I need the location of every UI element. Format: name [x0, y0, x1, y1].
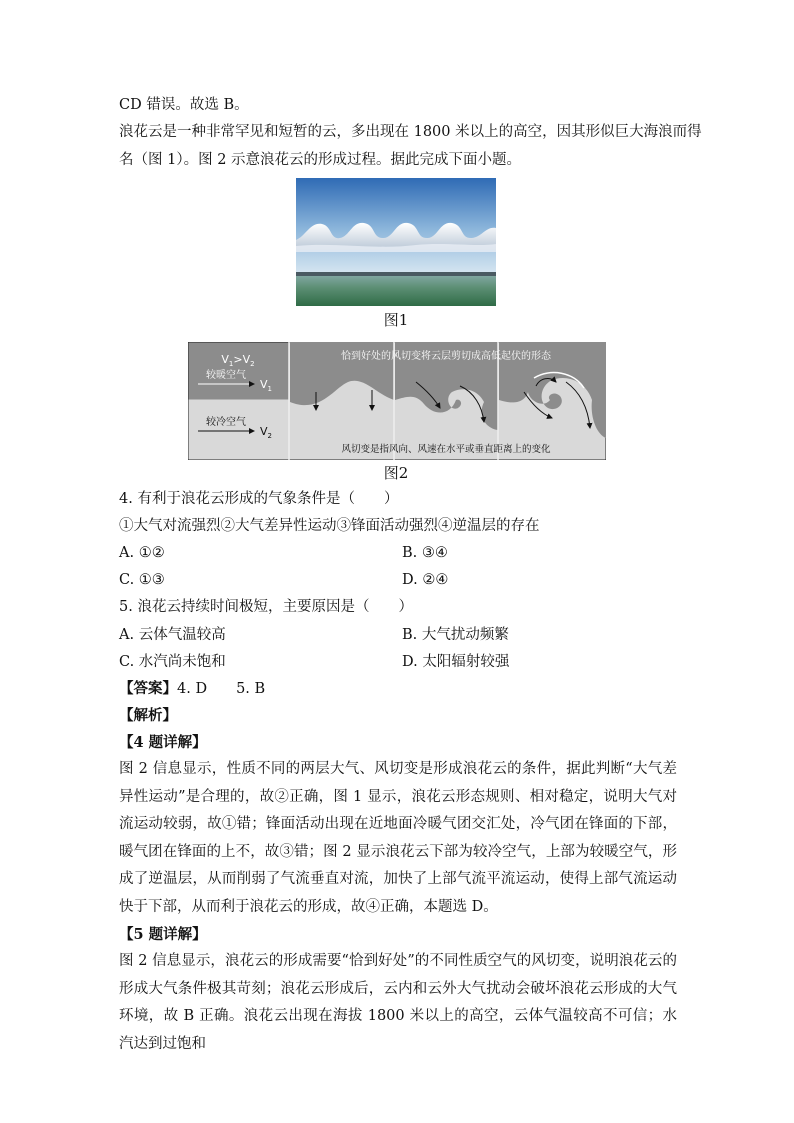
detail5-text: 图 2 信息显示，浪花云的形成需要“恰到好处”的不同性质空气的风切变，说明浪花云的形成大气条件极其苛刻；浪花云形成后，云内和云外大气扰动会破坏浪花云形成的大气环境，故 B 正确。浪花云出现在海拔 1800 米以上的高空，云体气温较高不可信；水汽达到过饱和 [119, 953, 677, 1052]
v2-label: $V_2$ [260, 425, 272, 440]
figure1-caption: 图1 [383, 311, 409, 329]
v1-label: $V_1$ [260, 378, 272, 393]
wave-cloud-photo [296, 178, 496, 306]
figure2-caption: 图2 [383, 464, 409, 482]
intro-line-2: 名（图 1）。图 2 示意浪花云的形成过程。据此完成下面小题。 [119, 152, 522, 168]
q5-option-d: D. 太阳辐射较强 [402, 654, 510, 670]
q4-option-c: C. ①③ [119, 572, 165, 588]
q5-option-a: A. 云体气温较高 [119, 627, 226, 643]
warm-air-label: 较暖空气 [206, 370, 246, 381]
detail5-label: 【5 题详解】 [119, 926, 207, 943]
answer-value: 4. D 5. B [177, 681, 266, 697]
wave-cloud-photo-image [296, 178, 496, 306]
q4-choices: ①大气对流强烈②大气差异性运动③锋面活动强烈④逆温层的存在 [119, 518, 540, 534]
answer-line [119, 679, 679, 699]
detail4-label: 【4 题详解】 [119, 734, 207, 751]
detail4-text: 图 2 信息显示，性质不同的两层大气、风切变是形成浪花云的条件，据此判断“大气差异性运动”是合理的，故②正确，图 1 显示，浪花云形态规则、相对稳定，说明大气对流运动较弱，故①错；锋面活动出现在近地面冷暖气团交汇处，冷气团在锋面的下部，暖气团在锋面的上不，故③错；图 2 显示浪花云下部为较冷空气，上部为较暖空气，形成了逆温层，从而削弱了气流垂直对流，加快了上部气流平流运动，使得上部气流运动快于下部，从而利于浪花云的形成，故④正确，本题选 D。 [119, 761, 677, 915]
velocity-relation-label: $V_1>V_2$ [221, 353, 255, 368]
analysis-label: 【解析】 [119, 707, 177, 724]
cold-air-label: 较冷空气 [206, 417, 246, 428]
q4-stem: 4. 有利于浪花云形成的气象条件是（ ） [119, 491, 399, 507]
wave-cloud-formation-diagram [188, 342, 606, 460]
q4-option-d: D. ②④ [402, 572, 449, 588]
intro-line-1: 浪花云是一种非常罕见和短暂的云，多出现在 1800 米以上的高空，因其形似巨大海浪而得 [119, 124, 702, 140]
intro-line-0: CD 错误。故选 B。 [119, 97, 249, 113]
q4-option-b: B. ③④ [402, 545, 448, 561]
wind-shear-definition: 风切变是指风向、风速在水平或垂直距离上的变化 [341, 444, 551, 455]
q5-option-b: B. 大气扰动频繁 [402, 627, 509, 643]
q5-stem: 5. 浪花云持续时间极短，主要原因是（ ） [119, 599, 413, 615]
formation-diagram-svg [188, 342, 606, 460]
q5-option-c: C. 水汽尚未饱和 [119, 654, 226, 670]
q4-option-a: A. ①② [119, 545, 165, 561]
shear-shape-caption: 恰到好处的风切变将云层剪切成高低起伏的形态 [341, 351, 551, 362]
answer-label: 【答案】 [119, 680, 177, 697]
